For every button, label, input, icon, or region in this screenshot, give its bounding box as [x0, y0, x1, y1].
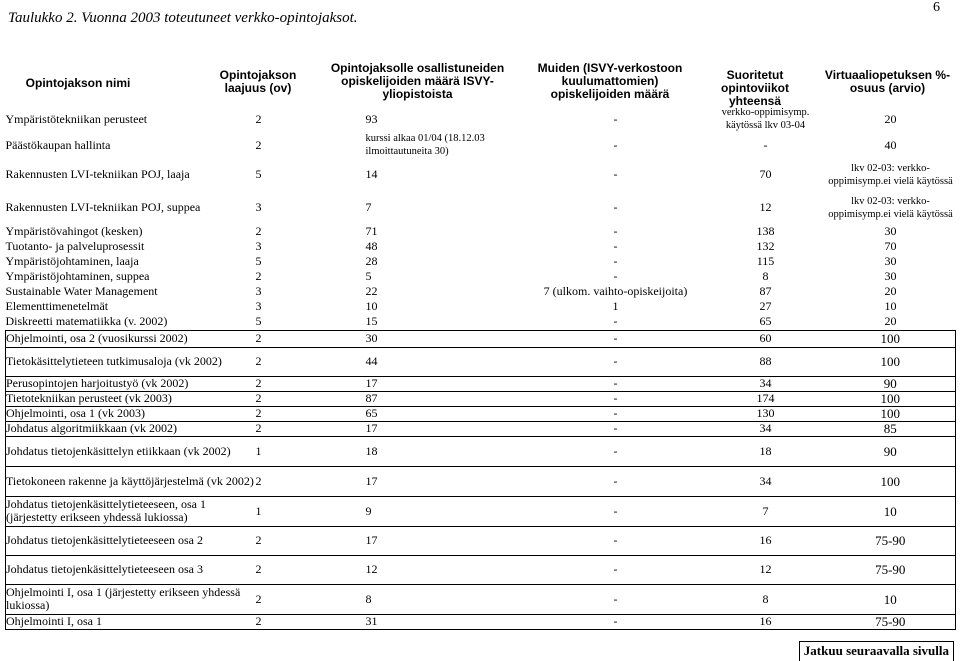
course-credits: 2: [256, 421, 366, 436]
continues-note: Jatkuu seuraavalla sivulla: [799, 641, 954, 661]
participants-other: -: [526, 347, 706, 376]
course-name: Ohjelmointi I, osa 1: [6, 614, 256, 629]
course-credits: 2: [256, 376, 366, 391]
participants-other: -: [613, 167, 618, 181]
participants-isvy: 30: [366, 330, 526, 347]
table-row: [6, 376, 956, 391]
table-row: [6, 466, 956, 496]
participants-other: -: [613, 200, 618, 214]
table-row: [6, 224, 956, 239]
completed-credits: 27: [759, 299, 772, 313]
course-credits: 2: [256, 391, 366, 406]
participants-other: -: [526, 436, 706, 466]
course-credits: 2: [256, 466, 366, 496]
virtual-share: 30: [884, 254, 897, 268]
completed-credits: 8: [762, 269, 769, 283]
virtual-share: 100: [826, 391, 956, 406]
participants-other: -: [526, 555, 706, 584]
virtual-share: 90: [826, 376, 956, 391]
participants-other: -: [526, 466, 706, 496]
participants-isvy: 8: [366, 584, 526, 614]
table-row: [6, 132, 956, 158]
virtual-share: 85: [826, 421, 956, 436]
course-credits: 1: [256, 436, 366, 466]
participants-other: -: [526, 330, 706, 347]
virtual-share: 20: [884, 284, 897, 298]
completed-credits: 12: [759, 200, 772, 214]
course-name: Ohjelmointi, osa 2 (vuosikurssi 2002): [6, 330, 256, 347]
page-number: 6: [933, 0, 940, 15]
participants-other: 1: [612, 299, 619, 313]
course-credits: 2: [255, 137, 262, 152]
participants-other: -: [613, 269, 618, 283]
completed-credits: -: [763, 137, 768, 152]
table-row: [6, 526, 956, 555]
table-row: [6, 254, 956, 269]
completed-credits: 87: [759, 284, 772, 298]
course-name: Rakennusten LVI-tekniikan POJ, laaja: [5, 167, 190, 181]
header-virtuaali: Virtuaaliopetuksen %-osuus (arvio): [824, 68, 951, 95]
table-row: [6, 284, 956, 299]
participants-other: -: [613, 111, 618, 126]
completed-credits: 138: [756, 224, 775, 238]
completed-credits: 16: [706, 614, 826, 629]
participants-isvy: 14: [365, 167, 378, 181]
completed-credits: 34: [706, 376, 826, 391]
courses-table: [5, 106, 956, 630]
course-credits: 1: [256, 496, 366, 526]
virtual-share: 75-90: [826, 526, 956, 555]
course-name: Ympäristöjohtaminen, suppea: [5, 269, 150, 283]
completed-credits: 34: [706, 421, 826, 436]
completed-credits: 65: [759, 314, 772, 329]
participants-isvy: 10: [365, 299, 378, 313]
table-row: [6, 314, 956, 330]
table-row: [6, 299, 956, 314]
course-name: Johdatus tietojenkäsittelytieteeseen osa 2: [6, 526, 256, 555]
virtual-share: 75-90: [826, 614, 956, 629]
participants-isvy: 93: [365, 111, 378, 126]
table-row: [6, 421, 956, 436]
header-suoritetut: Suoritetut opintoviikot yhteensä: [721, 68, 789, 108]
course-name: Päästökaupan hallinta: [5, 137, 111, 152]
course-name: Ympäristövahingot (kesken): [5, 224, 143, 238]
course-name: Rakennusten LVI-tekniikan POJ, suppea: [5, 200, 201, 214]
table-row: [6, 406, 956, 421]
completed-credits: 70: [759, 167, 772, 181]
table-row: [6, 330, 956, 347]
virtual-share: 100: [826, 347, 956, 376]
table-row: [6, 106, 956, 132]
participants-isvy: 15: [365, 314, 378, 329]
completed-credits: 16: [706, 526, 826, 555]
virtual-share: 90: [826, 436, 956, 466]
virtual-share: 20: [884, 111, 897, 126]
participants-isvy: 12: [366, 555, 526, 584]
completed-credits: 60: [706, 330, 826, 347]
table-row: [6, 347, 956, 376]
course-name: Ohjelmointi, osa 1 (vk 2003): [6, 406, 256, 421]
course-name: Elementtimenetelmät: [5, 299, 109, 313]
course-name: Sustainable Water Management: [5, 284, 158, 298]
participants-isvy: 87: [366, 391, 526, 406]
course-credits: 2: [256, 614, 366, 629]
header-name: Opintojakson nimi: [25, 76, 131, 90]
virtual-share: 40: [884, 137, 897, 152]
table-row: [6, 555, 956, 584]
course-credits: 3: [255, 239, 262, 253]
virtual-share: 10: [884, 299, 897, 313]
participants-other: -: [526, 391, 706, 406]
course-credits: 2: [255, 111, 262, 126]
virtual-share: 20: [884, 314, 897, 329]
course-credits: 2: [256, 526, 366, 555]
participants-isvy: 22: [365, 284, 378, 298]
participants-isvy: 48: [365, 239, 378, 253]
participants-other: -: [613, 254, 618, 268]
virtual-share: 10: [826, 584, 956, 614]
virtual-share: lkv 02-03: verkko-oppimisymp.ei vielä käytössä: [828, 195, 953, 220]
completed-credits: verkko-oppimisymp. käytössä lkv 03-04: [721, 107, 810, 131]
participants-other: -: [613, 224, 618, 238]
course-name: Tietokäsittelytieteen tutkimusaloja (vk 2002): [6, 347, 256, 376]
completed-credits: 174: [706, 391, 826, 406]
table-row: [6, 614, 956, 629]
participants-other: -: [526, 496, 706, 526]
participants-other: -: [526, 406, 706, 421]
course-credits: 2: [255, 269, 262, 283]
table-row: [6, 436, 956, 466]
course-credits: 2: [256, 555, 366, 584]
participants-other: 7 (ulkom. vaihto-opiskeijoita): [543, 284, 688, 298]
table-row: [6, 391, 956, 406]
table-row: [6, 584, 956, 614]
virtual-share: 30: [884, 224, 897, 238]
course-name: Diskreetti matematiikka (v. 2002): [5, 314, 168, 329]
completed-credits: 7: [706, 496, 826, 526]
participants-other: -: [526, 526, 706, 555]
participants-isvy: 44: [366, 347, 526, 376]
completed-credits: 18: [706, 436, 826, 466]
course-credits: 3: [255, 284, 262, 298]
table-row: [6, 239, 956, 254]
participants-isvy: 71: [365, 224, 378, 238]
participants-isvy: 31: [366, 614, 526, 629]
course-name: Johdatus tietojenkäsittelytieteeseen, osa 1 (järjestetty erikseen yhdessä lukiossa): [6, 496, 256, 526]
header-muiden: Muiden (ISVY-verkostoon kuulumattomien) opiskelijoiden määrä: [537, 61, 683, 101]
participants-other: -: [613, 239, 618, 253]
participants-other: -: [526, 376, 706, 391]
participants-other: -: [526, 584, 706, 614]
course-credits: 2: [256, 347, 366, 376]
participants-isvy: 7: [365, 200, 372, 214]
course-credits: 2: [256, 330, 366, 347]
virtual-share: 100: [826, 330, 956, 347]
course-name: Tietokoneen rakenne ja käyttöjärjestelmä (vk 2002): [6, 466, 256, 496]
participants-isvy: 5: [365, 269, 372, 283]
participants-isvy: 65: [366, 406, 526, 421]
participants-isvy: 17: [366, 526, 526, 555]
virtual-share: 70: [884, 239, 897, 253]
participants-isvy: 28: [365, 254, 378, 268]
course-name: Ohjelmointi I, osa 1 (järjestetty erikseen yhdessä lukiossa): [6, 584, 256, 614]
completed-credits: 12: [706, 555, 826, 584]
header-osallistuneet: Opintojaksolle osallistuneiden opiskelijoiden määrä ISVY-yliopistoista: [330, 61, 505, 101]
participants-isvy: kurssi alkaa 01/04 (18.12.03 ilmoittautuneita 30): [365, 133, 485, 157]
course-name: Tietotekniikan perusteet (vk 2003): [6, 391, 256, 406]
course-name: Ympäristöjohtaminen, laaja: [5, 254, 139, 268]
course-credits: 2: [255, 224, 262, 238]
completed-credits: 34: [706, 466, 826, 496]
participants-isvy: 9: [366, 496, 526, 526]
table-row: [6, 269, 956, 284]
participants-isvy: 17: [366, 376, 526, 391]
course-credits: 5: [255, 254, 262, 268]
participants-other: -: [526, 614, 706, 629]
completed-credits: 132: [756, 239, 775, 253]
participants-isvy: 17: [366, 466, 526, 496]
course-credits: 3: [255, 200, 262, 214]
virtual-share: 100: [826, 406, 956, 421]
course-credits: 5: [255, 314, 262, 329]
table-row: [6, 191, 956, 224]
course-name: Johdatus tietojenkäsittelyn etiikkaan (vk 2002): [6, 436, 256, 466]
participants-other: -: [613, 314, 618, 329]
course-credits: 3: [255, 299, 262, 313]
participants-isvy: 17: [366, 421, 526, 436]
table-row: [6, 496, 956, 526]
course-name: Perusopintojen harjoitustyö (vk 2002): [6, 376, 256, 391]
course-name: Johdatus algoritmiikkaan (vk 2002): [6, 421, 256, 436]
completed-credits: 88: [706, 347, 826, 376]
participants-other: -: [613, 137, 618, 152]
virtual-share: 30: [884, 269, 897, 283]
course-name: Johdatus tietojenkäsittelytieteeseen osa 3: [6, 555, 256, 584]
course-name: Ympäristötekniikan perusteet: [5, 111, 148, 126]
header-laajuus: Opintojakson laajuus (ov): [219, 68, 297, 95]
completed-credits: 130: [706, 406, 826, 421]
virtual-share: lkv 02-03: verkko-oppimisymp.ei vielä käytössä: [828, 162, 953, 187]
course-credits: 2: [256, 584, 366, 614]
course-credits: 2: [256, 406, 366, 421]
virtual-share: 100: [826, 466, 956, 496]
participants-isvy: 18: [366, 436, 526, 466]
completed-credits: 115: [756, 254, 775, 268]
course-name: Tuotanto- ja palveluprosessit: [5, 239, 145, 253]
participants-other: -: [526, 421, 706, 436]
virtual-share: 10: [826, 496, 956, 526]
virtual-share: 75-90: [826, 555, 956, 584]
table-row: [6, 158, 956, 191]
completed-credits: 8: [706, 584, 826, 614]
table-caption: Taulukko 2. Vuonna 2003 toteutuneet verkko-opintojaksot.: [8, 10, 358, 26]
course-credits: 5: [255, 167, 262, 181]
